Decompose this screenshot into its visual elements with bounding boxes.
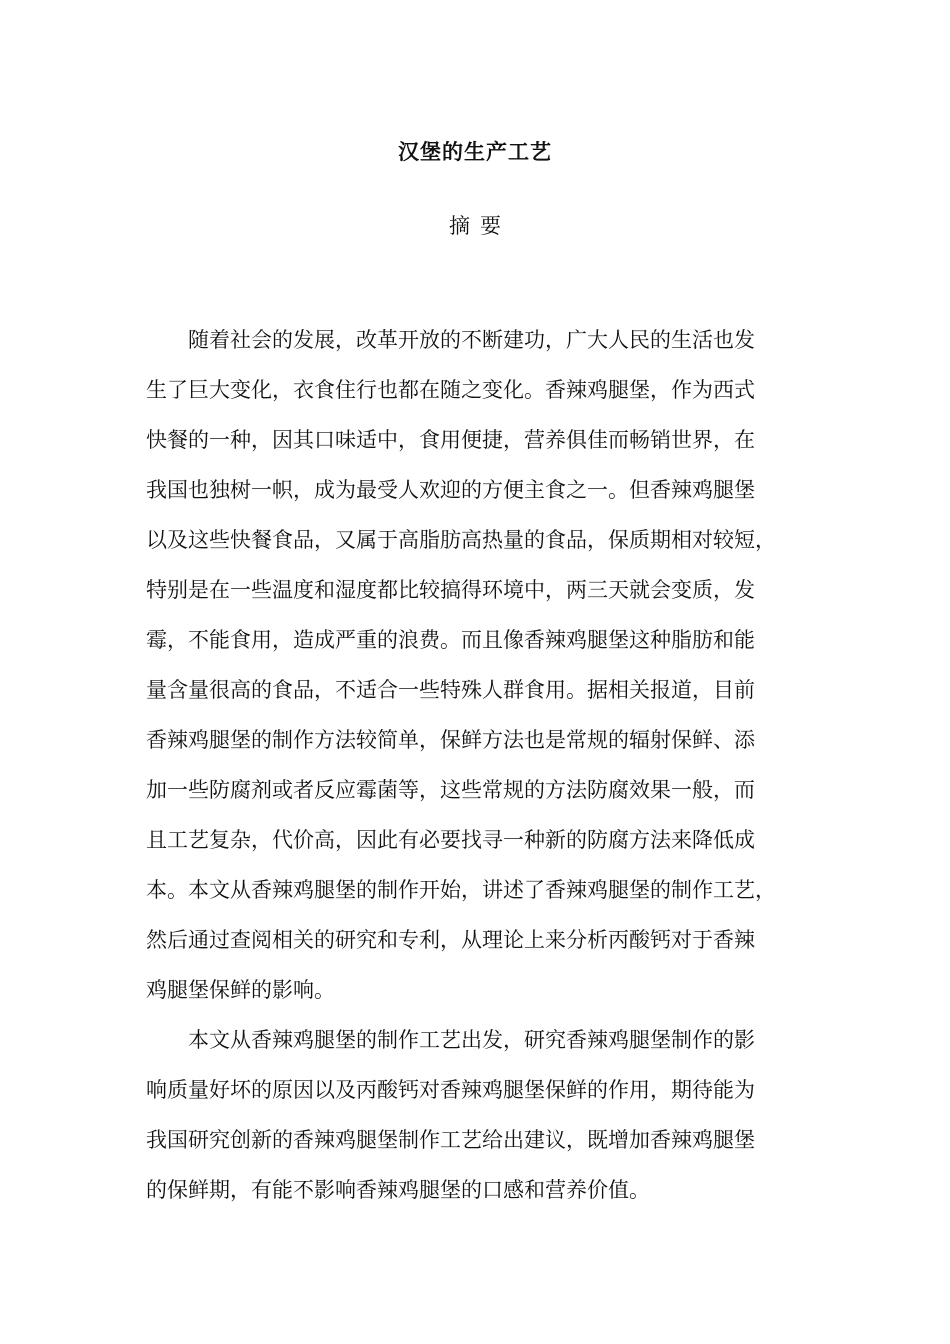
- paragraph-line: 我国研究创新的香辣鸡腿堡制作工艺给出建议，既增加香辣鸡腿堡: [146, 1128, 755, 1152]
- paragraph-line: 然后通过查阅相关的研究和专利，从理论上来分析丙酸钙对于香辣: [146, 928, 755, 952]
- paragraph-line: 量含量很高的食品，不适合一些特殊人群食用。据相关报道，目前: [146, 678, 755, 702]
- paragraph-line: 霉，不能食用，造成严重的浪费。而且像香辣鸡腿堡这种脂肪和能: [146, 628, 755, 652]
- abstract-body: [146, 322, 811, 1222]
- paragraph-line: 以及这些快餐食品，又属于高脂肪高热量的食品，保质期相对较短，: [146, 528, 776, 552]
- paragraph-line: 随着社会的发展，改革开放的不断建功，广大人民的生活也发: [188, 328, 755, 352]
- paragraph-line: 本文从香辣鸡腿堡的制作工艺出发，研究香辣鸡腿堡制作的影: [188, 1028, 755, 1052]
- abstract-paragraph-1: [146, 322, 811, 1009]
- paragraph-line: 加一些防腐剂或者反应霉菌等，这些常规的方法防腐效果一般，而: [146, 778, 755, 802]
- paragraph-line: 特别是在一些温度和湿度都比较搞得环境中，两三天就会变质，发: [146, 578, 755, 602]
- paragraph-line: 本。本文从香辣鸡腿堡的制作开始，讲述了香辣鸡腿堡的制作工艺，: [146, 878, 776, 902]
- paragraph-line: 的保鲜期，有能不影响香辣鸡腿堡的口感和营养价值。: [146, 1178, 650, 1202]
- abstract-heading: 摘要: [449, 214, 511, 238]
- paragraph-line: 快餐的一种，因其口味适中，食用便捷，营养俱佳而畅销世界，在: [146, 428, 755, 452]
- document-title: 汉堡的生产工艺: [398, 139, 552, 164]
- paragraph-line: 鸡腿堡保鲜的影响。: [146, 978, 335, 1002]
- abstract-paragraph-2: [146, 1022, 811, 1209]
- paragraph-line: 我国也独树一帜，成为最受人欢迎的方便主食之一。但香辣鸡腿堡: [146, 478, 755, 502]
- paragraph-line: 且工艺复杂，代价高，因此有必要找寻一种新的防腐方法来降低成: [146, 828, 755, 852]
- paragraph-line: 香辣鸡腿堡的制作方法较简单，保鲜方法也是常规的辐射保鲜、添: [146, 728, 755, 752]
- paragraph-line: 生了巨大变化，衣食住行也都在随之变化。香辣鸡腿堡，作为西式: [146, 378, 755, 402]
- paragraph-line: 响质量好坏的原因以及丙酸钙对香辣鸡腿堡保鲜的作用，期待能为: [146, 1078, 755, 1102]
